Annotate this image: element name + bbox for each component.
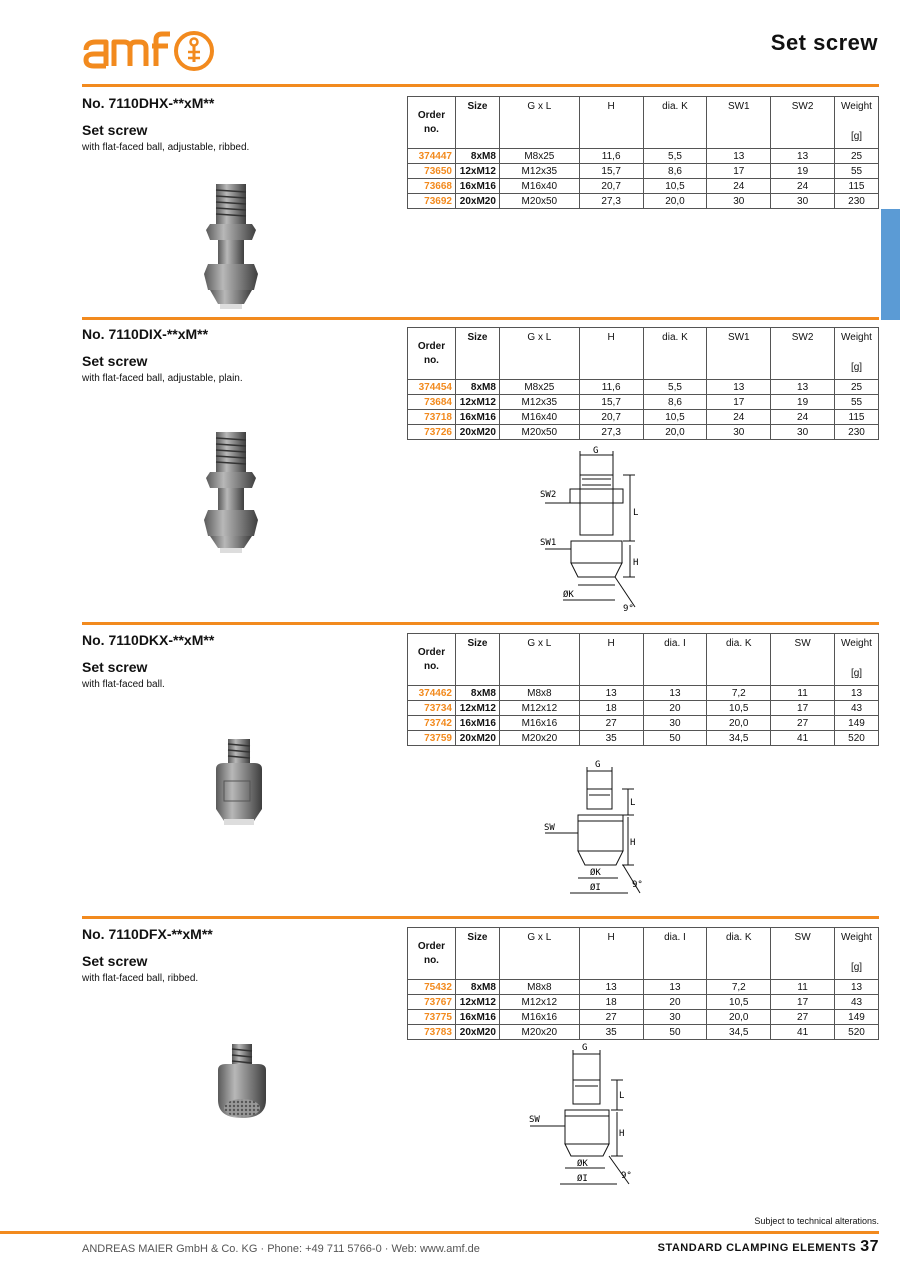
spec-table: [407, 927, 879, 1040]
section-description: with flat-faced ball, adjustable, plain.: [82, 373, 243, 384]
table-cell: 8xM8: [455, 686, 499, 701]
table-cell: 13: [771, 380, 835, 395]
drawing-label: ØK: [590, 868, 601, 878]
table-row: [408, 980, 879, 995]
column-header-label: Size: [467, 101, 488, 112]
table-cell: M20x20: [499, 1025, 579, 1040]
table-row: [408, 995, 879, 1010]
table-row: [408, 701, 879, 716]
table-cell: 8,6: [643, 164, 707, 179]
column-header-label: Weight: [841, 101, 872, 112]
column-header-label: H: [607, 101, 615, 112]
section-description: with flat-faced ball, ribbed.: [82, 973, 199, 984]
column-header-label: G x L: [527, 932, 552, 943]
section-number: No. 7110DFX-**xM**: [82, 926, 213, 942]
order-number-link[interactable]: 73734: [408, 701, 456, 716]
column-header-label: Order no.: [417, 109, 446, 135]
column-header: [707, 634, 771, 686]
order-number-link[interactable]: 73692: [408, 194, 456, 209]
table-cell: M8x8: [499, 686, 579, 701]
footer-catalog: [658, 1238, 879, 1256]
table-row: [408, 179, 879, 194]
table-cell: M16x16: [499, 1010, 579, 1025]
drawing-label: 9°: [623, 604, 634, 614]
table-cell: 27,3: [579, 425, 643, 440]
section-title: Set screw: [82, 953, 148, 969]
table-cell: M8x25: [499, 380, 579, 395]
column-header-label: H: [607, 638, 615, 649]
section-number: No. 7110DKX-**xM**: [82, 632, 215, 648]
column-header-label: SW1: [727, 101, 750, 112]
product-photo-7110dix: [196, 428, 266, 558]
column-header-label: Size: [467, 932, 488, 943]
column-header-label: G x L: [527, 332, 552, 343]
order-number-link[interactable]: 73783: [408, 1025, 456, 1040]
column-header: [579, 328, 643, 380]
table-row: [408, 716, 879, 731]
table-cell: M8x8: [499, 980, 579, 995]
column-header: [408, 634, 456, 686]
table-cell: 17: [771, 995, 835, 1010]
table-cell: 15,7: [579, 395, 643, 410]
table-cell: M12x35: [499, 395, 579, 410]
table-cell: 20: [643, 701, 707, 716]
drawing-label: G: [593, 446, 599, 456]
table-cell: 34,5: [707, 1025, 771, 1040]
table-cell: M16x40: [499, 410, 579, 425]
column-header: [499, 634, 579, 686]
column-header-label: H: [607, 332, 615, 343]
table-cell: 43: [835, 701, 879, 716]
drawing-label: G: [582, 1043, 588, 1053]
order-number-link[interactable]: 374447: [408, 149, 456, 164]
table-cell: 149: [835, 716, 879, 731]
section-divider: [82, 622, 879, 625]
table-cell: 20,0: [643, 425, 707, 440]
table-cell: 43: [835, 995, 879, 1010]
drawing-label: SW: [529, 1115, 540, 1125]
table-header-row: [408, 634, 879, 686]
column-header: [579, 97, 643, 149]
column-header-label: dia. I: [664, 932, 686, 943]
table-cell: 41: [771, 1025, 835, 1040]
table-cell: 10,5: [643, 179, 707, 194]
table-cell: 19: [771, 395, 835, 410]
table-cell: 15,7: [579, 164, 643, 179]
table-cell: 24: [771, 410, 835, 425]
column-header: [499, 328, 579, 380]
drawing-label: L: [619, 1091, 625, 1101]
column-header-label: Weight: [841, 332, 872, 343]
table-cell: 10,5: [707, 701, 771, 716]
table-cell: 13: [643, 686, 707, 701]
drawing-label: SW2: [540, 490, 557, 500]
amf-logo-graphic: [82, 28, 222, 74]
table-cell: M12x35: [499, 164, 579, 179]
column-header-label: Weight: [841, 638, 872, 649]
table-row: [408, 410, 879, 425]
order-number-link[interactable]: 73767: [408, 995, 456, 1010]
column-header: [771, 634, 835, 686]
column-header-label: dia. K: [725, 932, 752, 943]
drawing-label: L: [633, 508, 639, 518]
table-cell: 12xM12: [455, 995, 499, 1010]
table-row: [408, 380, 879, 395]
page-title: Set screw: [770, 30, 878, 55]
table-cell: 27: [771, 1010, 835, 1025]
table-cell: 30: [771, 425, 835, 440]
order-number-link[interactable]: 73775: [408, 1010, 456, 1025]
table-cell: 11,6: [579, 380, 643, 395]
column-header: [408, 97, 456, 149]
column-header: [579, 634, 643, 686]
amf-logo: [82, 28, 222, 74]
table-row: [408, 395, 879, 410]
table-cell: 7,2: [707, 980, 771, 995]
table-cell: 50: [643, 731, 707, 746]
column-header: [707, 328, 771, 380]
table-cell: 16xM16: [455, 716, 499, 731]
table-cell: 18: [579, 995, 643, 1010]
column-header-label: SW2: [791, 101, 814, 112]
column-header-label: dia. K: [662, 332, 688, 343]
table-row: [408, 149, 879, 164]
order-number-link[interactable]: 374454: [408, 380, 456, 395]
table-cell: 149: [835, 1010, 879, 1025]
header-divider: [82, 84, 879, 87]
column-header-label: G x L: [527, 638, 552, 649]
table-cell: M12x12: [499, 701, 579, 716]
column-header-label: Size: [467, 638, 488, 649]
product-photo-7110dkx: [208, 735, 268, 830]
table-cell: 115: [835, 410, 879, 425]
weight-unit: [g]: [850, 668, 863, 679]
table-cell: 520: [835, 731, 879, 746]
table-cell: 8xM8: [455, 980, 499, 995]
spec-table: [407, 327, 879, 440]
drawing-label: 9°: [621, 1171, 632, 1181]
order-number-link[interactable]: 73726: [408, 425, 456, 440]
table-row: [408, 1025, 879, 1040]
table-cell: 27: [771, 716, 835, 731]
table-row: [408, 731, 879, 746]
table-cell: 20,7: [579, 410, 643, 425]
section-title: Set screw: [82, 122, 148, 138]
column-header: [707, 928, 771, 980]
table-cell: 17: [707, 395, 771, 410]
column-header-label: dia. K: [725, 638, 752, 649]
column-header-label: Order no.: [417, 646, 446, 672]
column-header: [771, 928, 835, 980]
column-header-label: SW1: [727, 332, 750, 343]
table-cell: 20,0: [643, 194, 707, 209]
table-cell: M20x50: [499, 425, 579, 440]
table-cell: 55: [835, 164, 879, 179]
table-cell: 20,7: [579, 179, 643, 194]
table-cell: 27: [579, 1010, 643, 1025]
table-cell: 27,3: [579, 194, 643, 209]
table-cell: 10,5: [707, 995, 771, 1010]
column-header: [455, 97, 499, 149]
table-row: [408, 164, 879, 179]
drawing-label: ØK: [563, 590, 574, 600]
column-header: [707, 97, 771, 149]
table-cell: 7,2: [707, 686, 771, 701]
drawing-label: SW1: [540, 538, 557, 548]
column-header: [499, 97, 579, 149]
table-cell: 19: [771, 164, 835, 179]
technical-drawing-7110dix: [535, 445, 665, 615]
table-cell: 20,0: [707, 716, 771, 731]
table-cell: 27: [579, 716, 643, 731]
table-cell: 8,6: [643, 395, 707, 410]
section-title: Set screw: [82, 353, 148, 369]
footer-note: Subject to technical alterations.: [754, 1216, 879, 1226]
order-number-link[interactable]: 73650: [408, 164, 456, 179]
column-header: [455, 328, 499, 380]
section-divider: [82, 916, 879, 919]
table-cell: 13: [643, 980, 707, 995]
column-header-label: dia. K: [662, 101, 688, 112]
table-cell: 20: [643, 995, 707, 1010]
table-cell: 24: [707, 179, 771, 194]
table-cell: M16x16: [499, 716, 579, 731]
column-header: [455, 928, 499, 980]
section-divider: [82, 317, 879, 320]
table-cell: 16xM16: [455, 179, 499, 194]
column-header: [835, 97, 879, 149]
table-row: [408, 425, 879, 440]
table-cell: 520: [835, 1025, 879, 1040]
technical-drawing-7110dfx: [525, 1040, 665, 1195]
table-row: [408, 1010, 879, 1025]
order-number-link[interactable]: 73668: [408, 179, 456, 194]
column-header: [579, 928, 643, 980]
table-cell: 11: [771, 686, 835, 701]
table-cell: 230: [835, 425, 879, 440]
drawing-label: H: [630, 838, 636, 848]
table-cell: 13: [579, 980, 643, 995]
table-cell: 25: [835, 149, 879, 164]
drawing-label: ØI: [577, 1174, 588, 1184]
table-cell: M20x20: [499, 731, 579, 746]
drawing-label: 9°: [632, 880, 643, 890]
table-cell: 20,0: [707, 1010, 771, 1025]
table-cell: M16x40: [499, 179, 579, 194]
column-header: [455, 634, 499, 686]
technical-drawing-7110dkx: [540, 755, 670, 905]
column-header: [643, 928, 707, 980]
drawing-label: ØI: [590, 883, 601, 893]
table-cell: 16xM16: [455, 410, 499, 425]
column-header: [643, 97, 707, 149]
table-cell: 12xM12: [455, 701, 499, 716]
table-cell: 10,5: [643, 410, 707, 425]
weight-unit: [g]: [850, 131, 863, 142]
section-description: with flat-faced ball.: [82, 679, 165, 690]
table-cell: 24: [707, 410, 771, 425]
order-number-link[interactable]: 73684: [408, 395, 456, 410]
column-header-label: Order no.: [417, 340, 446, 366]
table-cell: 13: [707, 149, 771, 164]
table-cell: 13: [771, 149, 835, 164]
table-cell: 41: [771, 731, 835, 746]
table-cell: 12xM12: [455, 164, 499, 179]
table-cell: 17: [707, 164, 771, 179]
column-header-label: SW: [794, 932, 811, 943]
column-header: [408, 928, 456, 980]
table-cell: 8xM8: [455, 380, 499, 395]
page-number: 37: [860, 1238, 879, 1255]
column-header: [643, 328, 707, 380]
column-header-label: SW: [794, 638, 811, 649]
table-cell: 25: [835, 380, 879, 395]
drawing-label: L: [630, 798, 636, 808]
column-header-label: H: [607, 932, 615, 943]
table-cell: 30: [707, 194, 771, 209]
column-header-label: dia. I: [664, 638, 686, 649]
table-cell: M12x12: [499, 995, 579, 1010]
section-number: No. 7110DIX-**xM**: [82, 326, 209, 342]
column-header: [499, 928, 579, 980]
table-cell: 17: [771, 701, 835, 716]
column-header: [408, 328, 456, 380]
table-cell: M8x25: [499, 149, 579, 164]
table-cell: 13: [835, 686, 879, 701]
column-header: [771, 97, 835, 149]
table-cell: 20xM20: [455, 731, 499, 746]
weight-unit: [g]: [850, 362, 863, 373]
table-header-row: [408, 328, 879, 380]
column-header-label: Size: [467, 332, 488, 343]
table-cell: 24: [771, 179, 835, 194]
table-cell: 13: [835, 980, 879, 995]
table-cell: 5,5: [643, 149, 707, 164]
table-row: [408, 194, 879, 209]
column-header: [835, 928, 879, 980]
order-number-link[interactable]: 75432: [408, 980, 456, 995]
table-cell: 30: [771, 194, 835, 209]
column-header: [835, 634, 879, 686]
section-description: with flat-faced ball, adjustable, ribbed.: [82, 142, 250, 153]
table-cell: 11: [771, 980, 835, 995]
column-header: [643, 634, 707, 686]
table-cell: 20xM20: [455, 425, 499, 440]
table-cell: 5,5: [643, 380, 707, 395]
table-cell: M20x50: [499, 194, 579, 209]
column-header-label: G x L: [527, 101, 552, 112]
table-row: [408, 686, 879, 701]
column-header: [771, 328, 835, 380]
column-header-label: SW2: [791, 332, 814, 343]
table-cell: 30: [707, 425, 771, 440]
weight-unit: [g]: [850, 962, 863, 973]
table-cell: 30: [643, 716, 707, 731]
footer-company: ANDREAS MAIER GmbH & Co. KG · Phone: +49 711 5766-0 · Web: www.amf.de: [82, 1243, 480, 1255]
table-cell: 230: [835, 194, 879, 209]
order-number-link[interactable]: 73742: [408, 716, 456, 731]
table-cell: 115: [835, 179, 879, 194]
spec-table: [407, 633, 879, 746]
column-header-label: Order no.: [417, 940, 446, 966]
order-number-link[interactable]: 374462: [408, 686, 456, 701]
product-photo-7110dfx: [212, 1040, 272, 1125]
drawing-label: SW: [544, 823, 555, 833]
table-cell: 13: [707, 380, 771, 395]
table-cell: 8xM8: [455, 149, 499, 164]
table-cell: 11,6: [579, 149, 643, 164]
table-header-row: [408, 928, 879, 980]
product-photo-7110dhx: [196, 178, 266, 313]
table-cell: 20xM20: [455, 194, 499, 209]
drawing-label: H: [619, 1129, 625, 1139]
footer-divider: [0, 1231, 879, 1234]
drawing-label: G: [595, 760, 601, 770]
order-number-link[interactable]: 73718: [408, 410, 456, 425]
table-cell: 18: [579, 701, 643, 716]
table-cell: 30: [643, 1010, 707, 1025]
table-header-row: [408, 97, 879, 149]
order-number-link[interactable]: 73759: [408, 731, 456, 746]
table-cell: 12xM12: [455, 395, 499, 410]
table-cell: 55: [835, 395, 879, 410]
table-cell: 35: [579, 1025, 643, 1040]
table-cell: 20xM20: [455, 1025, 499, 1040]
table-cell: 16xM16: [455, 1010, 499, 1025]
drawing-label: H: [633, 558, 639, 568]
spec-table: [407, 96, 879, 209]
table-cell: 34,5: [707, 731, 771, 746]
catalog-name: STANDARD CLAMPING ELEMENTS: [657, 1242, 857, 1254]
section-number: No. 7110DHX-**xM**: [82, 95, 215, 111]
table-cell: 35: [579, 731, 643, 746]
section-title: Set screw: [82, 659, 148, 675]
table-cell: 50: [643, 1025, 707, 1040]
column-header-label: Weight: [841, 932, 872, 943]
table-cell: 13: [579, 686, 643, 701]
column-header: [835, 328, 879, 380]
drawing-label: ØK: [577, 1159, 588, 1169]
section-tab-marker: [881, 209, 900, 320]
